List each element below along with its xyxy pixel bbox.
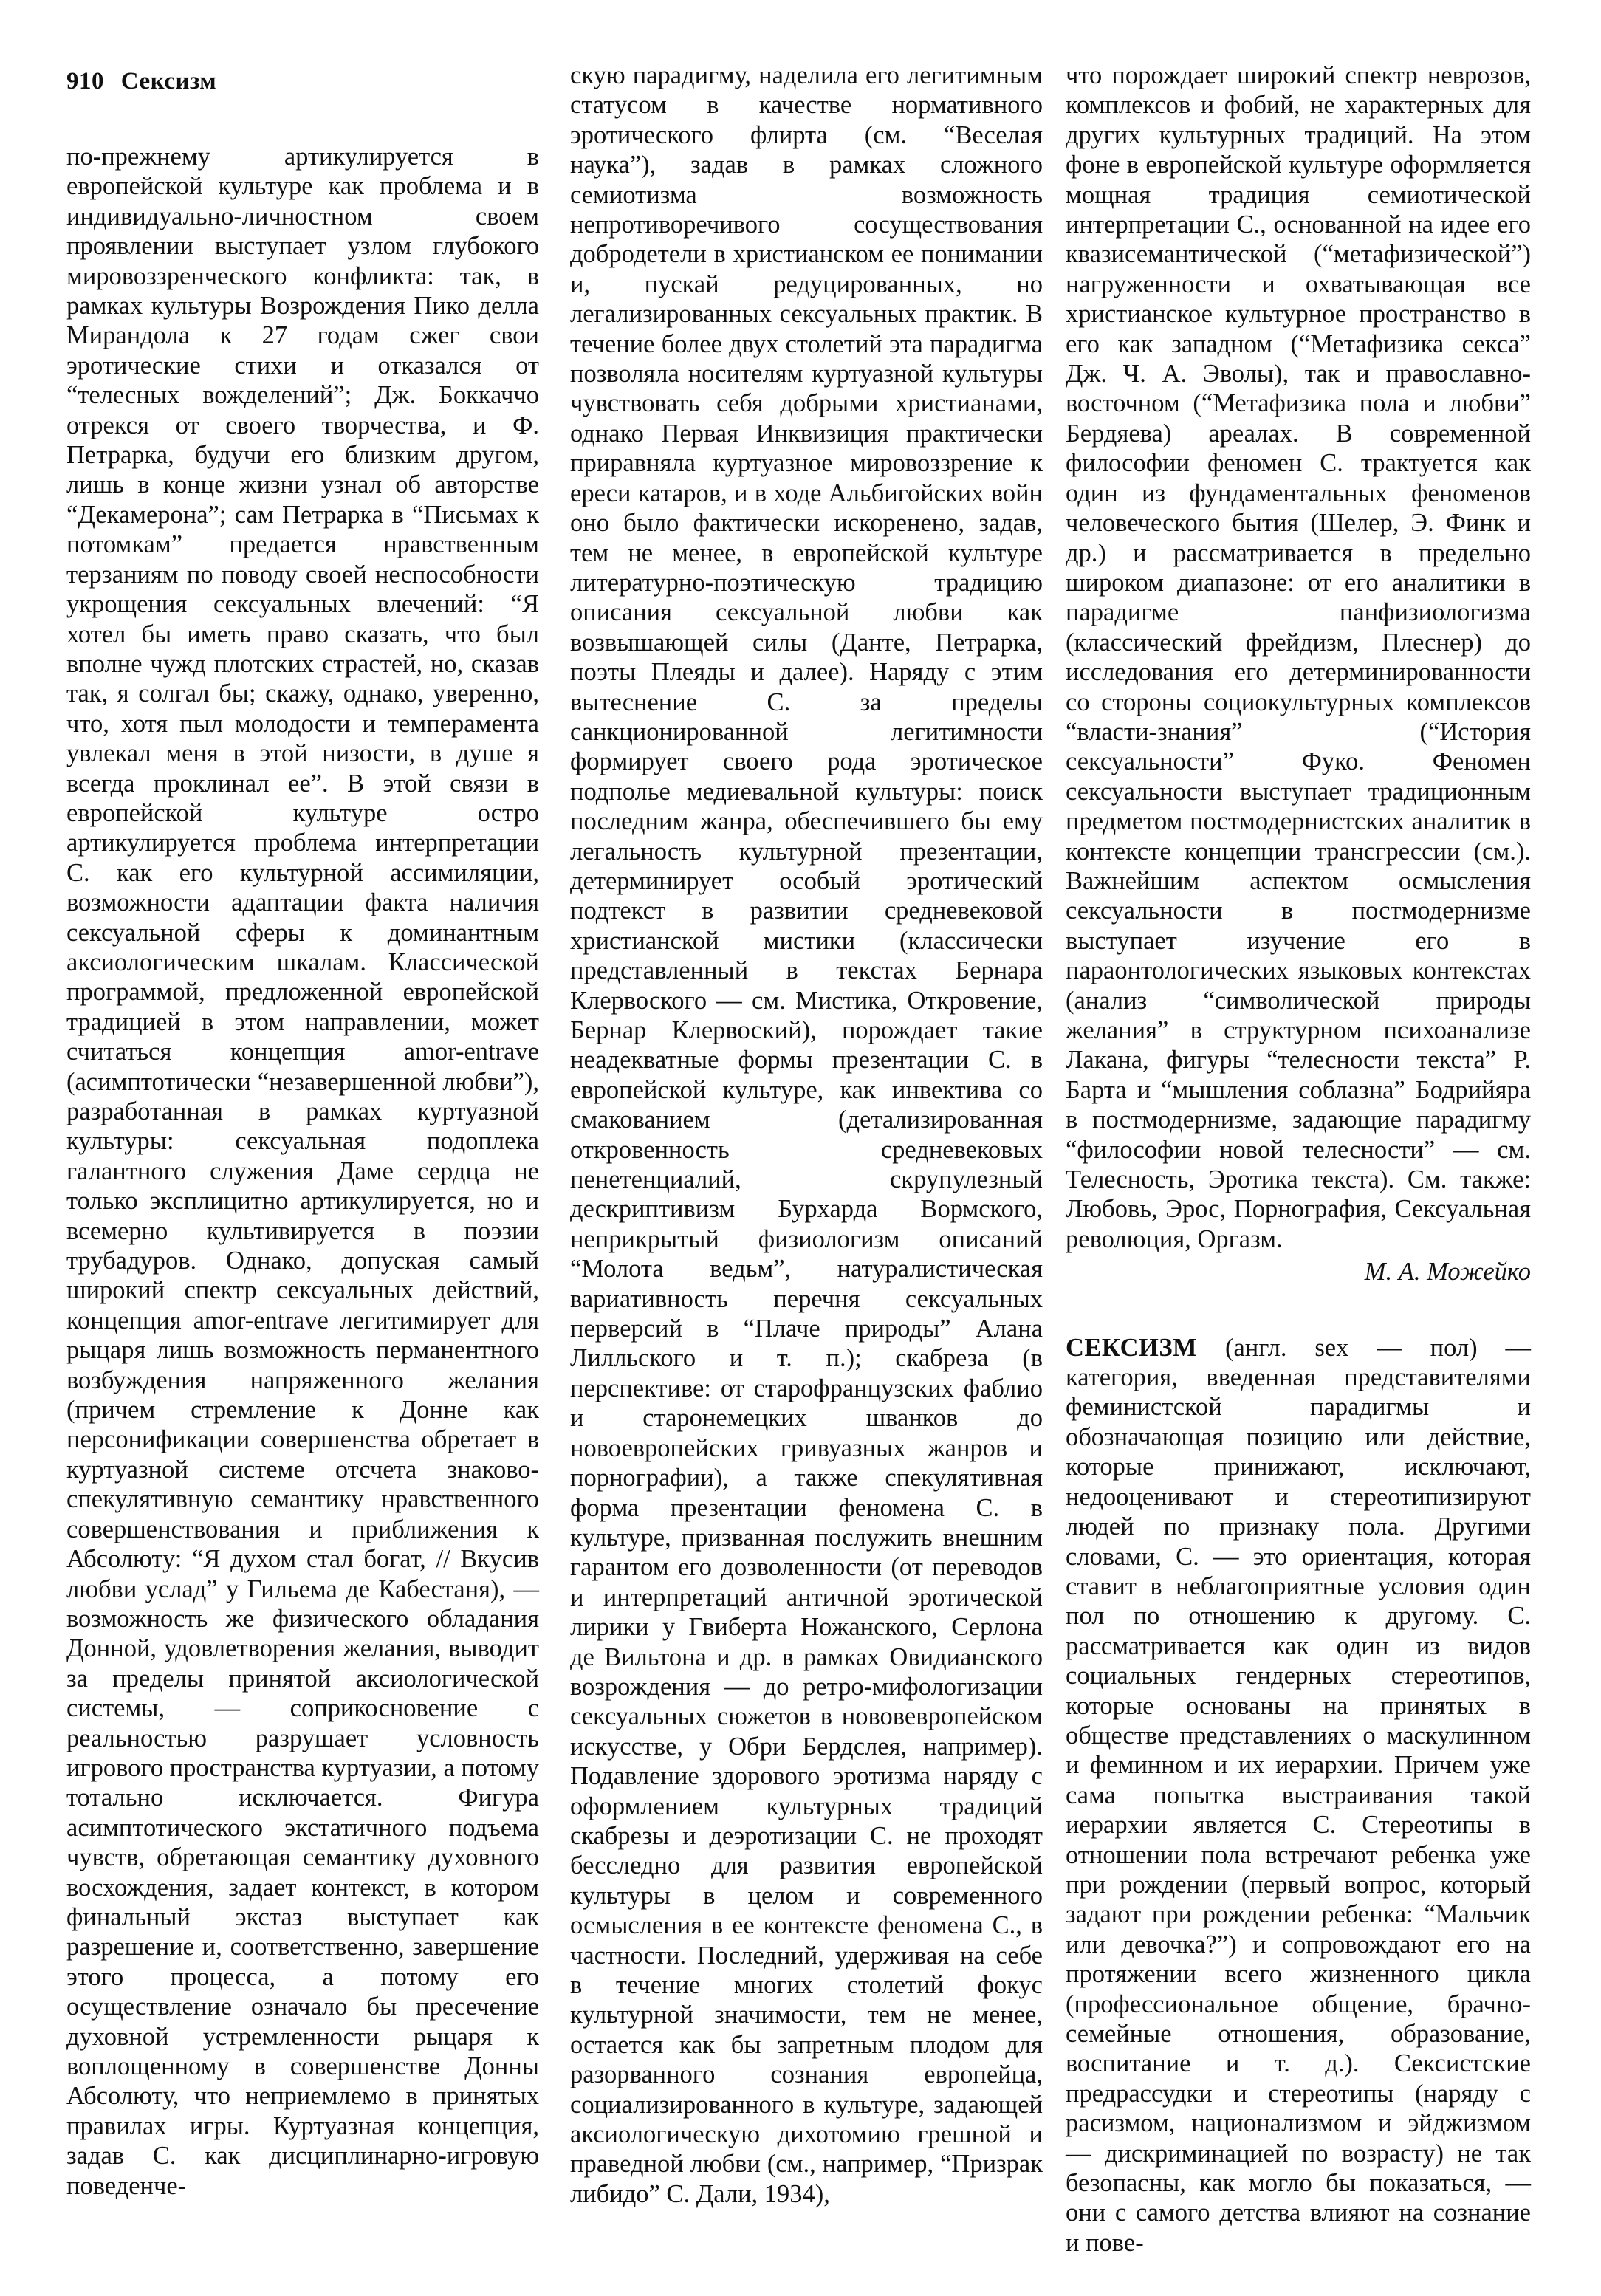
encyclopedia-entry: [1066, 1333, 1531, 2258]
paragraph: скую парадигму, наделила его легитимным статусом в качестве нормативного эротического флирта (см. “Веселая наука”), задав в рамках сложного семиотизма возможность непротиворечивого сосуществования добродетели в христианском ее понимании и, пускай редуцированных, но легализированных сексуальных практик. В течение более двух столетий эта парадигма позволяла носителям куртуазной культуры чувствовать себя добрыми христианами, однако Первая Инквизиция практически приравняла куртуазное мировоззрение к ереси катаров, и в ходе Альбигойских войн оно было фактически искоренено, задав, тем не менее, в европейской культуре литературно-поэтическую традицию описания сексуальной любви как возвышающей силы (Данте, Петрарка, поэты Плеяды и далее). Наряду с этим вытеснение С. за пределы санкционированной легитимности формирует своего рода эротическое подполье медиевальной культуры: поиск последним жанра, обеспечившего бы ему легальность культурной презентации, детерминирует особый эротический подтекст в развитии средневековой христианской мистики (классически представленный в текстах Бернара Клервоского — см. Мистика, Откровение, Бернар Клервоский), порождает такие неадекватные формы презентации С. в европейской культуре, как инвектива со смакованием (детализированная откровенность средневековых пенетенциалий, скрупулезный дескриптивизм Бурхарда Вормского, неприкрытый физиологизм описаний “Молота ведьм”, натуралистическая вариативность перечня сексуальных перверсий в “Плаче природы” Алана Лилльского и т. п.); скабреза (в перспективе: от старофранцузских фаблио и старонемецких шванков до новоевропейских гривуазных жанров и порнографии), а также спекулятивная форма презентации феномена С. в культуре, призванная послужить внешним гарантом его дозволенности (от переводов и интерпретаций античной эротической лирики у Гвиберта Ножанского, Серлона де Вильтона и др. в рамках Овидианского возрождения — до ретро-мифологизации сексуальных сюжетов в нововевропейском искусстве, у Обри Бердслея, например). Подавление здорового эротизма наряду с оформлением культурных традиций скабрезы и деэротизации С. не проходят бесследно для развития европейской культуры в целом и современного осмысления в ее контексте феномена С., в частности. Последний, удерживая на себе в течение многих столетий фокус культурной значимости, тем не менее, остается как бы запретным плодом для разорванного сознания европейца, социализированного в культуре, задающей аксиологическую дихотомию грешной и праведной любви (см., например, “Призрак либидо” С. Дали, 1934),: [570, 61, 1043, 2208]
author-signature: М. А. Можейко: [1364, 1258, 1531, 1286]
text-column-3: [1066, 61, 1531, 2258]
running-header: [66, 68, 216, 95]
entry-body: (англ. sex — пол) — категория, введенная представителями феминистской парадигмы и обозначающая позицию или действие, которые принижают, исключают, недооценивают и стереотипизируют людей по признаку пола. Другими словами, С. — это ориентация, которая ставит в неблагоприятные условия один пол по отношению к другому. С. рассматривается как один из видов социальных гендерных стереотипов, которые основаны на принятых в обществе представлениях о маскулинном и феминном и их иерархии. Причем уже сама попытка выстраивания такой иерархии является С. Стереотипы в отношении пола встречают ребенка уже при рождении (первый вопрос, который задают при рождении ребенка: “Мальчик или девочка?”) и сопровождают его на протяжении всего жизненного цикла (профессиональное общение, брачно-семейные отношения, образование, воспитание и т. д.). Сексистские предрассудки и стереотипы (наряду с расизмом, национализмом и эйджизмом — дискриминацией по возрасту) не так безопасны, как могло бы показаться, — они с самого детства влияют на сознание и пове-: [1066, 1333, 1531, 2257]
paragraph: по-прежнему артикулируется в европейской культуре как проблема и в индивидуально-личностном своем проявлении выступает узлом глубокого мировоззренческого конфликта: так, в рамках культуры Возрождения Пико делла Мирандола к 27 годам сжег свои эротические стихи и отказался от “телесных вожделений”; Дж. Боккаччо отрекся от своего творчества, и Ф. Петрарка, будучи его близким другом, лишь в конце жизни узнал об авторстве “Декамерона”; сам Петрарка в “Письмах к потомкам” предается нравственным терзаниям по поводу своей неспособности укрощения сексуальных влечений: “Я хотел бы иметь право сказать, что был вполне чужд плотских страстей, но, сказав так, я солгал бы; скажу, однако, уверенно, что, хотя пыл молодости и темперамента увлекал меня в этой низости, в душе я всегда проклинал ее”. В этой связи в европейской культуре остро артикулируется проблема интерпретации С. как его культурной ассимиляции, возможности адаптации факта наличия сексуальной сферы к доминантным аксиологическим шкалам. Классической программой, предложенной европейской традицией в этом направлении, может считаться концепция amor-entrave (асимптотически “незавершенной любви”), разработанная в рамках куртуазной культуры: сексуальная подоплека галантного служения Даме сердца не только эксплицитно артикулируется, но и всемерно культивируется в поэзии трубадуров. Однако, допуская самый широкий спектр сексуальных действий, концепция amor-entrave легитимирует для рыцаря лишь возможность перманентного возбуждения напряженного желания (причем стремление к Донне как персонификации совершенства обретает в куртуазной системе отсчета знаково-спекулятивную семантику нравственного совершенствования и приближения к Абсолюту: “Я духом стал богат, // Вкусив любви услад” у Гильема де Кабестаня), — возможность же физического обладания Донной, удовлетворения желания, выводит за пределы принятой аксиологической системы, — соприкосновение с реальностью разрушает условность игрового пространства куртуазии, а потому тотально исключается. Фигура асимптотического экстатичного подъема чувств, обретающая семантику духовного восхождения, задает контекст, в котором финальный экстаз выступает как разрешение и, соответственно, завершение этого процесса, а потому его осуществление означало бы пресечение духовной устремленности рыцаря к воплощенному в совершенстве Донны Абсолюту, что неприемлемо в принятых правилах игры. Куртуазная концепция, задав С. как дисциплинарно-игровую поведенче-: [66, 143, 539, 2200]
page-number: 910: [66, 68, 104, 95]
entry-headword: СЕКСИЗМ: [1066, 1333, 1198, 1362]
text-column-1: [66, 142, 539, 2201]
paragraph: что порождает широкий спектр неврозов, комплексов и фобий, не характерных для других культурных традиций. На этом фоне в европейской культуре оформляется мощная традиция семиотической интерпретации С., основанной на идее его квазисемантической (“метафизической”) нагруженности и охватывающая все христианское культурное пространство в его как западном (“Метафизика секса” Дж. Ч. А. Эволы), так и православно-восточном (“Метафизика пола и любви” Бердяева) ареалах. В современной философии феномен С. трактуется как один из фундаментальных феноменов человеческого бытия (Шелер, Э. Финк и др.) и рассматривается в предельно широком диапазоне: от его аналитики в парадигме панфизиологизма (классический фрейдизм, Плеснер) до исследования его детерминированности со стороны социокультурных комплексов “власти-знания” (“История сексуальности” Фуко. Феномен сексуальности выступает традиционным предметом постмодернистских аналитик в контексте концепции трансгрессии (см.). Важнейшим аспектом осмысления сексуальности в постмодернизме выступает изучение его в параонтологических языковых контекстах (анализ “символической природы желания” в структурном психоанализе Лакана, фигуры “телесности текста” Р. Барта и “мышления соблазна” Бодрийяра в постмодернизме, задающие парадигму “философии новой телесности” — см. Телесность, Эротика текста). См. также: Любовь, Эрос, Порнография, Сексуальная революция, Оргазм.: [1066, 61, 1531, 1253]
running-title: Сексизм: [120, 68, 217, 95]
text-column-2: [570, 61, 1043, 2209]
